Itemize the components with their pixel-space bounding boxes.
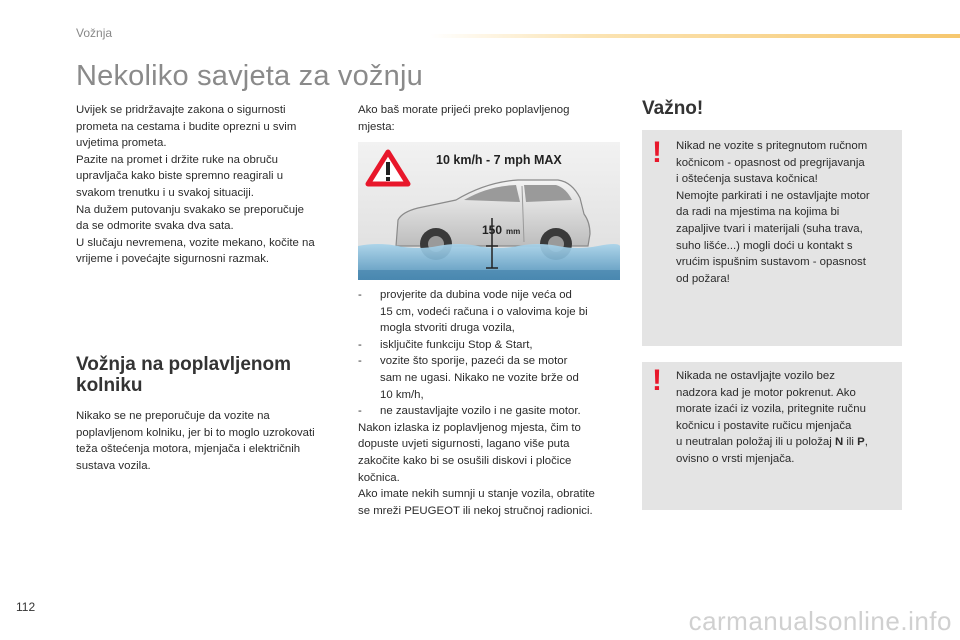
list-item — [358, 287, 620, 337]
exclamation-icon: ! — [652, 364, 662, 397]
text-line: Nikada ne ostavljajte vozilo bez — [676, 370, 835, 382]
depth-unit-label: mm — [506, 227, 521, 236]
heading-line: kolniku — [76, 375, 143, 396]
heading-line: Vožnja na poplavljenom — [76, 354, 292, 375]
text-line: Ako baš morate prijeći preko poplavljenog — [358, 104, 570, 116]
warning-box-unattended — [642, 362, 902, 510]
text-line: suho lišće...) mogli doći u kontakt s — [676, 239, 853, 252]
flooded-car-illustration — [358, 142, 620, 280]
depth-value-label: 150 — [482, 223, 503, 237]
text-line: - ne zaustavljajte vozilo i ne gasite motor. — [380, 405, 581, 418]
text-line: 15 cm, vodeći računa i o valovima koje bi — [380, 305, 588, 318]
warning-text — [676, 138, 898, 287]
text-line: kočnicom - opasnost od pregrijavanja — [676, 156, 865, 169]
text-line: nadzora kad je motor pokrenut. Ako — [676, 386, 856, 399]
header-accent-bar — [430, 34, 960, 38]
text-line: sam ne ugasi. Nikako ne vozite brže od — [380, 371, 579, 384]
text-line: Nikad ne vozite s pritegnutom ručnom — [676, 140, 868, 152]
text-line: uvjetima prometa. — [76, 137, 167, 150]
text-line: svakom trenutku i u svakoj situaciji. — [76, 186, 254, 199]
text-line: zakočite kako bi se osušili diskovi i pločice — [358, 454, 572, 467]
text-line: vrijeme i povećajte sigurnosni razmak. — [76, 253, 270, 266]
text-line: vrućim ispušnim sustavom - opasnost — [676, 256, 866, 269]
gear-n: N — [834, 436, 844, 449]
list-item — [358, 403, 620, 420]
text-line: - isključite funkciju Stop & Start, — [380, 338, 533, 351]
text-line: kočnica. — [358, 471, 400, 484]
text-line: upravljača kako biste spremno reagirali u — [76, 170, 284, 183]
text-line: - vozite što sporije, pazeći da se motor — [380, 355, 568, 368]
text-fragment: , — [864, 436, 868, 449]
list-item — [358, 337, 620, 354]
text-line: Nikako se ne preporučuje da vozite na — [76, 410, 270, 422]
text-line: morate izaći iz vozila, pritegnite ručnu — [676, 403, 866, 416]
text-line: ovisno o vrsti mjenjača. — [676, 452, 795, 465]
text-line: Nemojte parkirati i ne ostavljajte motor — [676, 189, 870, 202]
text-line: 10 km/h, — [380, 388, 424, 401]
crossing-intro — [358, 102, 620, 135]
text-line: od požara! — [676, 272, 730, 285]
warning-text — [676, 368, 898, 468]
text-line: Na dužem putovanju svakako se preporučuje — [76, 203, 304, 216]
text-line: Ako imate nekih sumnji u stanje vozila, obratite — [358, 488, 595, 501]
steps-list — [358, 287, 620, 420]
text-line: teža oštećenja motora, mjenjača i električnih — [76, 443, 301, 456]
text-line: i oštećenja sustava kočnica! — [676, 173, 818, 186]
section-label: Vožnja — [76, 26, 113, 40]
text-line: U slučaju nevremena, vozite mekano, kočite na — [76, 236, 315, 249]
text-line: - provjerite da dubina vode nije veća od — [380, 289, 572, 301]
flood-heading — [76, 354, 346, 396]
crossing-steps — [358, 287, 620, 519]
warning-box-handbrake — [642, 130, 902, 346]
text-line: sustava vozila. — [76, 459, 151, 472]
page-title: Nekoliko savjeta za vožnju — [76, 60, 423, 92]
watermark: carmanualsonline.info — [688, 606, 952, 636]
text-line: kočnicu i postavite ručicu mjenjača — [676, 419, 852, 432]
text-fragment: u neutralan položaj ili u položaj — [676, 436, 835, 449]
text-line: da radi na mjestima na kojima bi — [676, 206, 840, 219]
text-line: da se odmorite svaka dva sata. — [76, 220, 234, 233]
text-line: se mreži PEUGEOT ili nekoj stručnoj radionici. — [358, 504, 593, 517]
exclamation-icon: ! — [652, 136, 662, 169]
text-fragment: ili — [843, 436, 858, 449]
page-number: 112 — [16, 600, 36, 614]
text-line — [676, 434, 898, 451]
text-line: Nakon izlaska iz poplavljenog mjesta, čim to — [358, 421, 581, 434]
list-item — [358, 353, 620, 403]
text-line: mogla stvoriti druga vozila, — [380, 322, 515, 335]
important-title: Važno! — [642, 98, 704, 119]
speed-limit-label: 10 km/h - 7 mph MAX — [436, 153, 562, 167]
text-line: poplavljenom kolniku, jer bi to moglo uzrokovati — [76, 426, 315, 439]
text-line: Pazite na promet i držite ruke na obruču — [76, 153, 278, 166]
text-line: Uvijek se pridržavajte zakona o sigurnosti — [76, 104, 286, 116]
text-line: prometa na cestama i budite oprezni u svim — [76, 120, 297, 133]
intro-text — [76, 102, 342, 268]
gear-p: P — [857, 436, 865, 449]
text-line: dopuste uvjeti sigurnosti, lagano više puta — [358, 438, 570, 451]
flood-text — [76, 408, 342, 474]
text-line: zapaljive tvari i materijali (suha trava, — [676, 222, 863, 235]
text-line: mjesta: — [358, 120, 395, 133]
